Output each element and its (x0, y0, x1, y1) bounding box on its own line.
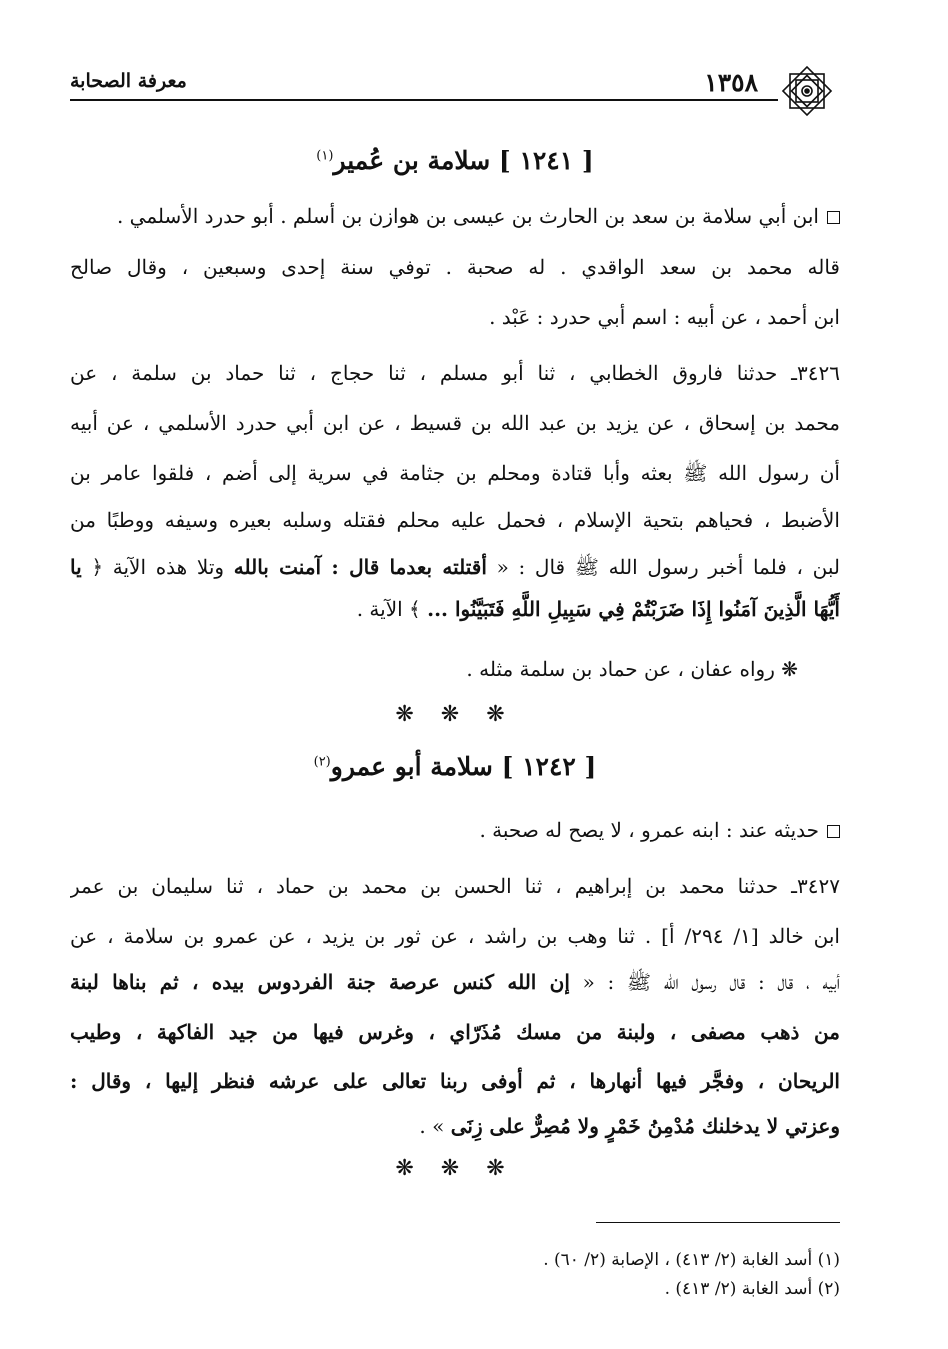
entry-heading-text: [ ١٢٤٢ ] سلامة أبو عمرو (330, 752, 597, 781)
footnote-ref: (١) (316, 148, 334, 164)
hadith-line: أن رسول الله ﷺ بعثه وأبا قتادة ومحلم بن جثامة في سرية إلى أضم ، فلقوا عامر بن (70, 461, 840, 485)
entry-intro: حديثه عند : ابنه عمرو ، لا يصح له صحبة . (479, 818, 819, 842)
narration-note (70, 649, 840, 689)
hadith-line: محمد بن إسحاق ، عن يزيد بن عبد الله بن قسيط ، عن ابن أبي حدرد الأسلمي ، عن أبيه (70, 411, 840, 435)
text-run: وتلا هذه الآية ﴿ (81, 555, 234, 579)
quran-verse: يا (70, 555, 82, 579)
hadith-line: ٣٤٢٦ـ حدثنا فاروق الخطابي ، ثنا أبو مسلم ، ثنا حجاج ، ثنا حماد بن سلمة ، عن (70, 361, 840, 385)
header-rule (70, 99, 778, 101)
hadith-line (70, 589, 840, 629)
square-bullet-icon (827, 211, 840, 224)
prophetic-quote: وعزتي لا يدخلنك مُدْمِنُ خَمْرٍ ولا مُصِرٌّ على زِنَى (450, 1114, 840, 1138)
narration-note-text: ❋ رواه عفان ، عن حماد بن سلمة مثله . (466, 657, 798, 681)
entry-heading-1241 (70, 146, 840, 175)
prophetic-quote-line: من ذهب مصفى ، ولبنة من مسك مُذَرّاي ، وغرس فيها من جيد الفاكهة ، وطيب (70, 1020, 840, 1044)
section-separator: ❋ ❋ ❋ (395, 1156, 515, 1181)
hadith-line: الأضبط ، فحياهم بتحية الإسلام ، فحمل عليه محلم فقتله وسلبه بعيره وسيفه ووطبًا من (70, 508, 840, 532)
text-line: ابن أحمد ، عن أبيه : اسم أبي حدرد : عَبْد . (489, 305, 840, 329)
text-line (70, 196, 840, 236)
footnote-ref: (٢) (313, 754, 331, 770)
prophetic-quote: إن الله كنس عرصة جنة الفردوس بيده ، ثم بناها لبنة (70, 970, 570, 994)
running-title: معرفة الصحابة (70, 70, 187, 92)
text-line: قاله محمد بن سعد الواقدي . له صحبة . توفي سنة إحدى وسبعين ، وقال صالح (70, 255, 840, 279)
entry-intro: ابن أبي سلامة بن سعد بن الحارث بن عيسى بن هوازن بن أسلم . أبو حدرد الأسلمي . (116, 204, 819, 228)
square-bullet-icon (827, 825, 840, 838)
hadith-line (70, 547, 840, 587)
prophetic-quote-line (70, 1106, 840, 1146)
page-number: ١٣٥٨ (704, 68, 758, 97)
entry-heading-text: [ ١٢٤١ ] سلامة بن عُمير (333, 146, 594, 175)
footnote-1: (١) أسد الغابة (٢/ ٤١٣) ، الإصابة (٢/ ٦٠) . (543, 1250, 840, 1270)
hadith-line: ابن خالد [١/ ٢٩٤/ أ] . ثنا وهب بن راشد ، عن ثور بن يزيد ، عن عمرو بن سلامة ، عن (70, 924, 840, 948)
text-run: أبيه ، قال : قال رسول الله ﷺ : « (569, 970, 840, 994)
quran-verse: أَيُّهَا الَّذِينَ آمَنُوا إِذَا ضَرَبْتُمْ فِي سَبِيلِ اللَّهِ فَتَبَيَّنُوا ... (427, 597, 840, 621)
prophetic-quote: أقتلته بعدما قال : آمنت بالله (233, 555, 487, 579)
page-header (70, 62, 840, 118)
text-line (70, 810, 840, 850)
section-separator: ❋ ❋ ❋ (395, 702, 515, 727)
footnote-2: (٢) أسد الغابة (٢/ ٤١٣) . (664, 1279, 840, 1299)
text-run: » . (419, 1114, 451, 1138)
entry-heading-1242 (70, 752, 840, 781)
footnote-rule (596, 1222, 840, 1223)
text-run: ﴾ الآية . (356, 597, 428, 621)
hadith-line (70, 962, 840, 1002)
prophetic-quote-line: الريحان ، وفجَّر فيها أنهارها ، ثم أوفى ربنا تعالى على عرشه فنظر إليها ، وقال : (70, 1069, 840, 1093)
hadith-line: ٣٤٢٧ـ حدثنا محمد بن إبراهيم ، ثنا الحسن بن محمد بن حماد ، ثنا سليمان بن عمر (70, 874, 840, 898)
star-ornament-icon (776, 60, 838, 122)
text-run: لبن ، فلما أخبر رسول الله ﷺ قال : « (486, 555, 840, 579)
